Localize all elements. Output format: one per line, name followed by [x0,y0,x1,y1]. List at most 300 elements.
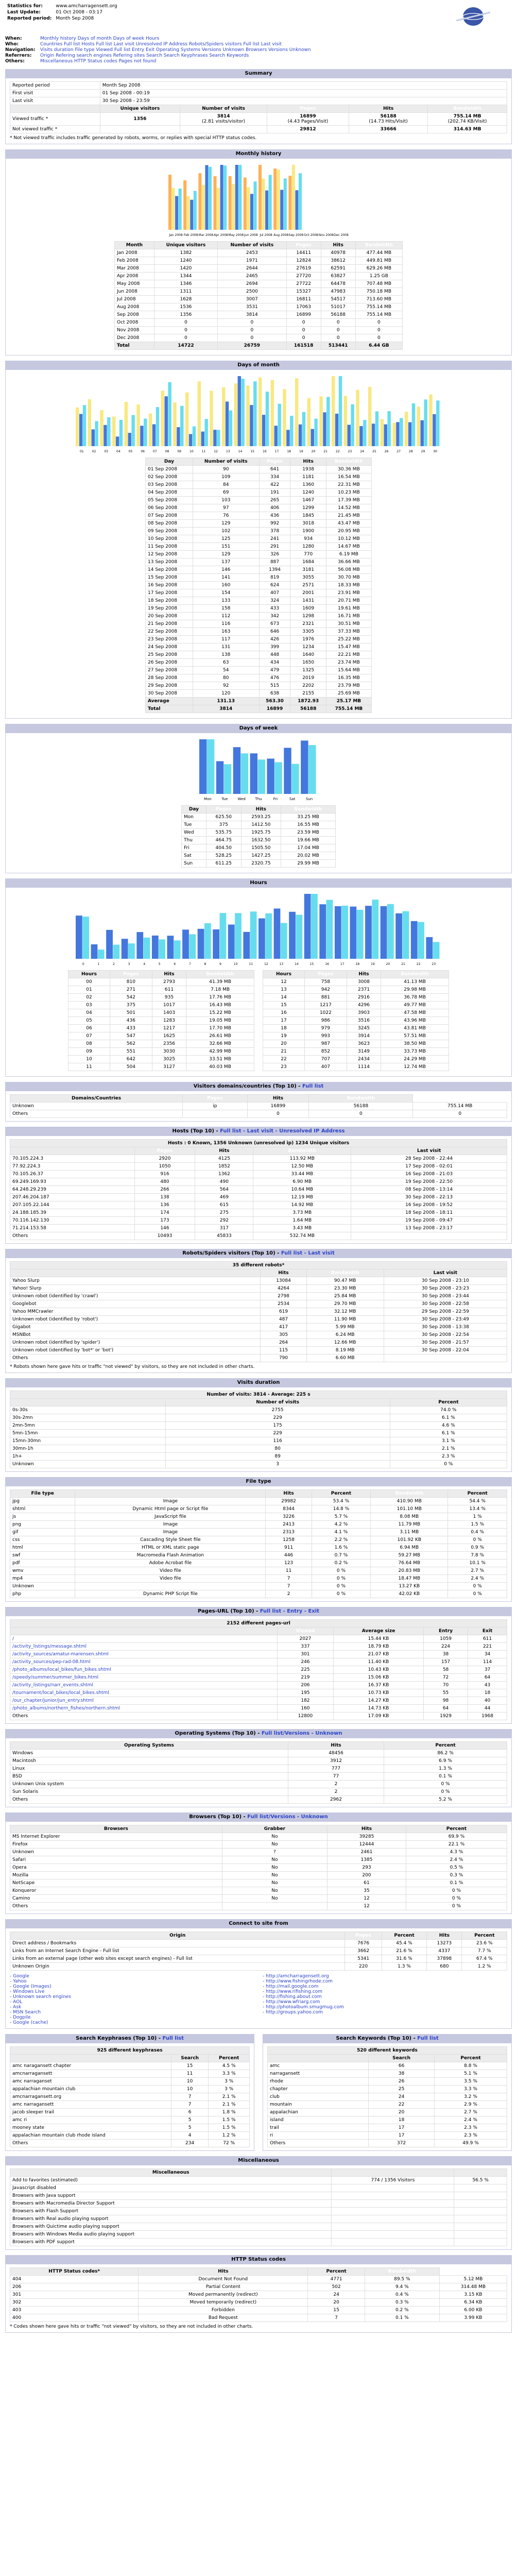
chart-tick-label: Feb 2008 [183,233,198,237]
table-cell: Unknown [10,1103,183,1110]
table-cell: 2.1 % [209,2101,250,2109]
table-row [263,1002,449,1009]
table-cell: Mon [182,814,206,821]
chart-tick-label: 05 [128,450,133,453]
table-cell: 20 [308,2299,365,2307]
table-cell: 22 [263,1056,305,1063]
table-cell: 29982 [266,1498,312,1505]
table-cell: 3127 [152,1063,186,1071]
chart-tick-label: Oct 2008 [304,233,318,237]
chart-bar-hits [274,762,282,794]
keywords-title: Search Keywords (Top 10) - Full list [263,2034,512,2043]
table-row [10,1285,507,1293]
table-cell[interactable]: / [10,1635,278,1643]
monthly-title: Monthly history [5,149,512,158]
table-cell: 2027 [277,1635,333,1643]
chart-tick-label: Mon [204,797,212,801]
nav-links[interactable]: Origin Refering search engines Refering sites Search Search Keyphrases Search Keywords [40,53,249,58]
table-cell: 20.71 MB [326,597,371,605]
table-cell: 234 [171,2140,208,2147]
pages-links[interactable]: Full list - Entry - Exit [260,1608,319,1614]
table-row [268,2116,507,2124]
table-cell: 4771 [308,2276,365,2283]
chart-tick-label: 9 [219,962,221,966]
column-header: Percent [384,1742,507,1750]
chart-tick-label: Sun [305,797,313,801]
column-header: Entry [424,1628,468,1635]
chart-bar-pages [250,753,257,794]
table-row [10,2291,507,2299]
table-cell[interactable]: Links from an external page (other web sites except search engines) - Full list [10,1955,345,1963]
table-cell[interactable]: /photo_albums/local_bikes/fun_bikes.shtml [10,1666,278,1674]
table-cell: 90 [193,466,259,473]
table-cell: 30 Sep 2008 - 13:38 [384,1324,507,1331]
table-cell: 0.9 % [448,1544,507,1552]
table-cell: 480 [134,1178,195,1186]
referring-site-link[interactable]: - http://www.wfriarg.com [263,1999,320,2005]
table-cell: 191 [259,489,290,497]
table-cell [454,2215,507,2223]
table-cell: 22.1 % [406,1841,507,1849]
table-cell: 12 [328,1903,406,1910]
hours-chart [73,891,444,968]
referring-site-link[interactable]: - http://www.rifishing.com [263,1989,323,1994]
table-row [10,1781,507,1788]
table-cell: Macromedia Flash Animation [75,1552,266,1560]
table-row [10,2215,507,2223]
column-header: Hits [347,971,381,978]
table-cell: 2.7 % [448,1567,507,1575]
table-cell: 9.4 % [365,2283,439,2291]
table-cell: 774 / 1356 Visitors [332,2177,454,2184]
table-cell: 36.66 MB [326,558,371,566]
keywords-panel [263,2043,512,2151]
table-cell: 1.25 GB [355,273,402,280]
chart-bar-pages [348,425,351,446]
table-cell: 4.2 % [312,1521,371,1529]
table-cell: ? [222,1849,327,1856]
table-cell: 5.2 % [384,1796,507,1804]
table-cell: JavaScript file [75,1513,266,1521]
table-cell: Dec 2008 [115,334,154,342]
table-row [10,1277,507,1285]
table-cell: amc [268,2062,369,2070]
hosts-links[interactable]: Full list - Last visit - Unresolved IP Address [220,1128,345,1134]
table-row [146,605,372,613]
chart-tick-label: 4 [143,962,146,966]
table-cell[interactable]: Links from an Internet Search Engine - Full list [10,1947,345,1955]
browsers-section [5,1812,512,1914]
table-cell: Windows [10,1750,288,1757]
search-engine-link[interactable]: - AOL [10,1999,23,2005]
table-cell: 2413 [266,1521,312,1529]
page [5,3,512,2338]
nav-links[interactable]: Countries Full list Hosts Full list Last visit Unresolved IP Address Robots/Spiders visitors Full list Last visit [40,42,282,47]
table-row [10,1171,507,1178]
column-header: Day [182,806,206,814]
table-row [10,1513,507,1521]
table-cell: 14.67 MB [326,543,371,551]
table-cell: 1356 [154,311,217,319]
chart-tick-label: 8 [204,962,206,966]
table-cell: Thu [182,837,206,844]
column-header: Pages [259,458,290,466]
column-header: Pages [183,1095,247,1103]
table-cell: 37.33 MB [326,628,371,636]
table-row [10,2062,250,2070]
table-row [10,1201,507,1209]
column-header [10,1628,278,1635]
table-row [68,1040,254,1048]
search-engine-link[interactable]: - Dogpile [10,2015,31,2020]
chart-tick-label: 18 [287,450,291,453]
table-row [268,2086,507,2093]
table-cell: 14.8 % [312,1505,371,1513]
chart-bar-unique-visitors [273,168,277,230]
table-cell[interactable]: /activity_listings/message.shtml [10,1643,278,1651]
table-cell: Unknown Origin [10,1963,345,1971]
table-cell: jpg [10,1498,75,1505]
table-row [10,1324,507,1331]
viewed-sub: (202.74 KB/Visit) [447,119,487,124]
table-row [263,1032,449,1040]
table-cell[interactable]: /activity_sources/amatur-marensen.shtml [10,1651,278,1658]
table-cell: 399 [259,643,290,651]
table-cell: 20.95 MB [326,528,371,535]
table-cell: 17.76 MB [186,994,254,1002]
browsers-links[interactable]: Full list/Versions - Unknown [247,1814,328,1820]
chart-bar-unique-visitors [258,165,262,230]
table-row [10,2307,507,2314]
table-cell [75,1583,266,1590]
table-row [146,504,372,512]
chart-bar-number-of-visits [172,188,175,230]
table-cell: 175 [165,1422,390,1430]
table-row [268,2070,507,2078]
table-row [146,543,372,551]
referring-site-link[interactable]: - http://groups.yahoo.com [263,2010,323,2015]
table-cell: 61 [328,1879,406,1887]
table-cell: 06 Sep 2008 [146,504,193,512]
table-row [10,1635,507,1643]
table-cell: 29 Sep 2008 [146,682,193,690]
table-cell: css [10,1536,75,1544]
chart-bar-pages [152,424,156,446]
chart-bar-hits [326,900,333,959]
table-cell[interactable]: /activity_sources/pep-rad-08.html [10,1658,278,1666]
chart-tick-label: Dec 2008 [334,233,349,237]
table-cell: 20.83 MB [371,1567,448,1575]
chart-tick-label: 20 [386,962,390,966]
table-cell: 4.1 % [312,1529,371,1536]
chart-bar-hits [424,399,427,446]
table-row [115,257,403,265]
chart-bar-number-of-visits [246,385,249,446]
table-cell: Direct address / Bookmarks [10,1940,345,1947]
table-cell: MS Internet Explorer [10,1833,222,1841]
table-cell: 2320.75 [241,860,281,868]
chart-bar-pages [396,422,399,446]
table-row [10,1674,507,1682]
robots-title-text: Robots/Spiders visitors (Top 10) [182,1250,275,1256]
chart-tick-label: 22 [416,962,421,966]
nav-links[interactable]: Monthly history Days of month Days of week Hours [40,36,160,41]
chart-tick-label: 17 [340,962,344,966]
table-cell: 2.7 % [435,2109,507,2116]
summary-header: Number of visits [180,105,267,113]
chart-bar-hits [253,181,256,230]
column-header: Bandwidth [371,1490,448,1498]
table-cell: 2434 [347,1056,381,1063]
chart-tick-label: Thu [255,797,262,801]
table-row [146,705,372,713]
table-cell: 33.25 MB [281,814,335,821]
table-row [10,1529,507,1536]
table-cell[interactable]: /photo_albums/northern_fishes/northern.shtml [10,1705,278,1713]
table-cell: Video file [75,1575,266,1583]
table-cell: Unknown robot (identified by 'crawl') [10,1293,261,1300]
os-links[interactable]: Full list/Versions - Unknown [261,1731,342,1736]
table-cell: 19 Sep 2008 - 09:47 [351,1217,507,1225]
referring-site-link[interactable]: - http://mail.google.com [263,1984,319,1989]
table-cell: 1900 [290,528,326,535]
table-cell: 449.81 MB [355,257,402,265]
chart-bar-number-of-visits [292,165,295,230]
table-cell: 10 [171,2086,208,2093]
chart-bar-hits [308,745,316,794]
status-section [5,2255,512,2333]
table-cell: 63 [193,659,259,667]
os-panel [5,1738,512,1807]
table-cell: 23 Sep 2008 [146,636,193,643]
table-cell: 24 Sep 2008 [146,643,193,651]
table-cell: 0 [321,319,355,327]
chart-bar-number-of-visits [277,170,280,230]
table-cell[interactable]: /tournament/local_bikes/local_bikes.shtml [10,1689,278,1697]
table-cell: 3903 [347,1009,381,1017]
table-row [10,1194,507,1201]
chart-bar-hits [207,739,214,794]
chart-bar-pages [319,904,326,959]
table-row [10,1453,507,1461]
table-row [68,978,254,986]
table-cell [332,2208,454,2215]
table-cell: Moved temporarily (redirect) [139,2299,308,2307]
table-row [146,620,372,628]
table-cell: 15 [308,2307,365,2314]
table-row [10,1879,507,1887]
table-cell: appalachian [268,2109,369,2116]
table-row [268,2078,507,2086]
table-cell: 18.79 KB [333,1643,423,1651]
table-cell: 10 Sep 2008 [146,535,193,543]
table-cell: 10.1 % [448,1560,507,1567]
table-cell: Bad Request [139,2314,308,2322]
table-cell: 24.188.185.39 [10,1209,135,1217]
search-engine-link[interactable]: - Google (cache) [10,2020,48,2025]
table-cell: 0.1 % [384,1773,507,1781]
table-cell[interactable]: /our_chapter/junior/jun_entry.shtml [10,1697,278,1705]
chart-bar-unique-visitors [229,176,232,230]
table-cell: 70.105.224.3 [10,1155,135,1163]
chart-bar-hits [250,911,257,959]
table-cell: Others [10,1713,278,1720]
nav-row-when [5,36,512,41]
referring-site-link[interactable]: - http://fishing.about.com [263,1994,322,1999]
table-row [68,1025,254,1032]
table-cell: 1299 [290,504,326,512]
chart-tick-label: Tue [221,797,228,801]
table-cell: 264 [261,1339,306,1347]
table-row [115,249,403,257]
table-row [146,558,372,566]
chart-bar-number-of-visits [173,402,176,446]
table-cell: 14.73 KB [333,1705,423,1713]
chart-bar-pages [301,740,308,794]
column-header: Pages [286,242,321,249]
table-cell: ip [183,1103,247,1110]
table-cell: 1385 [328,1856,406,1864]
table-cell: 31.6 % [382,1955,427,1963]
period-value[interactable]: Month Sep 2008 [56,16,94,21]
table-cell: 22.31 MB [326,481,371,489]
nav-links[interactable]: Miscellaneous HTTP Status codes Pages not found [40,59,157,64]
referring-site-link[interactable]: - http://amcharragensett.org [263,1974,329,1979]
chart-bar-hits [433,942,440,959]
table-cell: 0 % [312,1590,371,1598]
first-visit-value: 01 Sep 2008 - 00:19 [100,90,507,97]
search-engine-list [10,1974,254,2025]
table-cell: 30 Sep 2008 - 22:58 [384,1300,507,1308]
countries-full-list-link[interactable]: Full list [302,1083,324,1089]
search-engine-link[interactable]: - Windows Live [10,1989,45,1994]
chart-bar-pages [167,936,174,959]
summary-header: Bandwidth [428,105,507,113]
table-cell: 490 [195,1178,253,1186]
chart-tick-label: 13 [226,450,230,453]
table-cell: 101.92 KB [371,1536,448,1544]
table-cell: 32.12 MB [306,1308,384,1316]
summary-header: Unique visitors [100,105,180,113]
table-cell: 12800 [277,1713,333,1720]
table-cell: 03 Sep 2008 [146,481,193,489]
column-header: File type [10,1490,75,1498]
table-cell: 38 [424,1651,468,1658]
referring-site-link[interactable]: - http://www.fishingrhode.com [263,1979,333,1984]
search-engine-link[interactable]: - MSN Search [10,2010,41,2015]
table-cell: 2371 [347,986,381,994]
table-row [10,2101,250,2109]
filetype-section [5,1477,512,1602]
chart-bar-hits [209,167,212,230]
table-cell: 77 [288,1773,384,1781]
table-row [146,566,372,574]
last-visit-value: 30 Sep 2008 - 23:59 [100,97,507,105]
table-cell: 611.25 [206,860,241,868]
chart-bar-hits [98,950,105,959]
table-cell: 317 [195,1225,253,1232]
table-subheader: Number of visits: 3814 - Average: 225 s [10,1391,507,1399]
table-cell: Browsers with PDF support [10,2239,332,2246]
search-engine-link[interactable]: - Unknown search engines [10,1994,71,1999]
table-cell: 03 [68,1002,110,1009]
table-cell: 619 [261,1308,306,1316]
last-visit-label: Last visit [10,97,100,105]
table-cell: 611 [152,986,186,994]
duration-panel [5,1387,512,1472]
search-engine-link[interactable]: - Yahoo [10,1979,27,1984]
table-cell: 0.3 % [406,1872,507,1879]
table-cell: 27720 [286,273,321,280]
browsers-title-text: Browsers (Top 10) [189,1814,242,1820]
chart-bar-number-of-visits [295,378,298,446]
chart-bar-pages [304,894,311,959]
chart-bar-pages [216,761,223,794]
total-cell: 26759 [218,342,287,350]
robots-links[interactable]: Full list - Last visit [281,1250,335,1256]
nav-links[interactable]: Visits duration File type Viewed Full list Entry Exit Operating Systems Versions Unknown Browsers Versions Unknown [40,47,311,53]
table-cell: 3.5 % [435,2078,507,2086]
search-engine-link[interactable]: - Google [10,1974,29,1979]
table-cell: 33.51 MB [186,1056,254,1063]
column-header: Bandwidth [186,971,254,978]
column-header: Number of visits [165,1399,390,1406]
table-cell: 01 Sep 2008 [146,466,193,473]
table-cell: Others [10,1796,288,1804]
keywords-full-list-link[interactable]: Full list [417,2036,439,2041]
table-row [182,821,336,829]
referring-site-link[interactable]: - http://photoalbum.smugmug.com [263,2005,344,2010]
column-header [454,2169,507,2177]
table-cell: 11 [171,2070,208,2078]
week-section [5,724,512,873]
table-cell: 18 Sep 2008 - 18:11 [351,1209,507,1217]
table-cell: 48456 [288,1750,384,1757]
chart-tick-label: 21 [401,962,405,966]
table-row [146,497,372,504]
search-engine-link[interactable]: - Ask [10,2005,22,2010]
table-cell: 32.66 MB [186,1040,254,1048]
table-row [268,2109,507,2116]
countries-panel [5,1091,512,1122]
table-row [10,1437,507,1445]
table-cell: 160 [193,582,259,589]
chart-bar-pages [289,912,296,959]
keyphrases-panel [5,2043,254,2151]
table-cell: 23 [263,1063,305,1071]
column-header: HTTP Status codes* [10,2268,139,2276]
table-cell: 72 % [209,2140,250,2147]
table-cell: 71.214.153.58 [10,1225,135,1232]
table-cell: 59.27 MB [371,1552,448,1560]
table-cell: 97 [193,504,259,512]
search-engine-link[interactable]: - Google (Images) [10,1984,51,1989]
chart-bar-hits [241,753,248,794]
chart-bar-hits [269,175,272,230]
table-cell: 324 [259,597,290,605]
table-cell: 0 [154,334,217,342]
table-cell[interactable]: /speedy/summer/summer_bikes.html [10,1674,278,1682]
keyphrases-full-list-link[interactable]: Full list [162,2036,184,2041]
table-cell: 64 [424,1705,468,1713]
chart-bar-pages [190,200,193,230]
table-cell[interactable]: /activity_listings/narr_events.shtml [10,1682,278,1689]
column-header: Miscellaneous [10,2169,332,2177]
duration-title: Visits duration [5,1378,512,1387]
chart-bar-pages [274,426,278,446]
chart-tick-label: Jan 2008 [169,233,183,237]
table-cell: 10.43 KB [333,1666,423,1674]
